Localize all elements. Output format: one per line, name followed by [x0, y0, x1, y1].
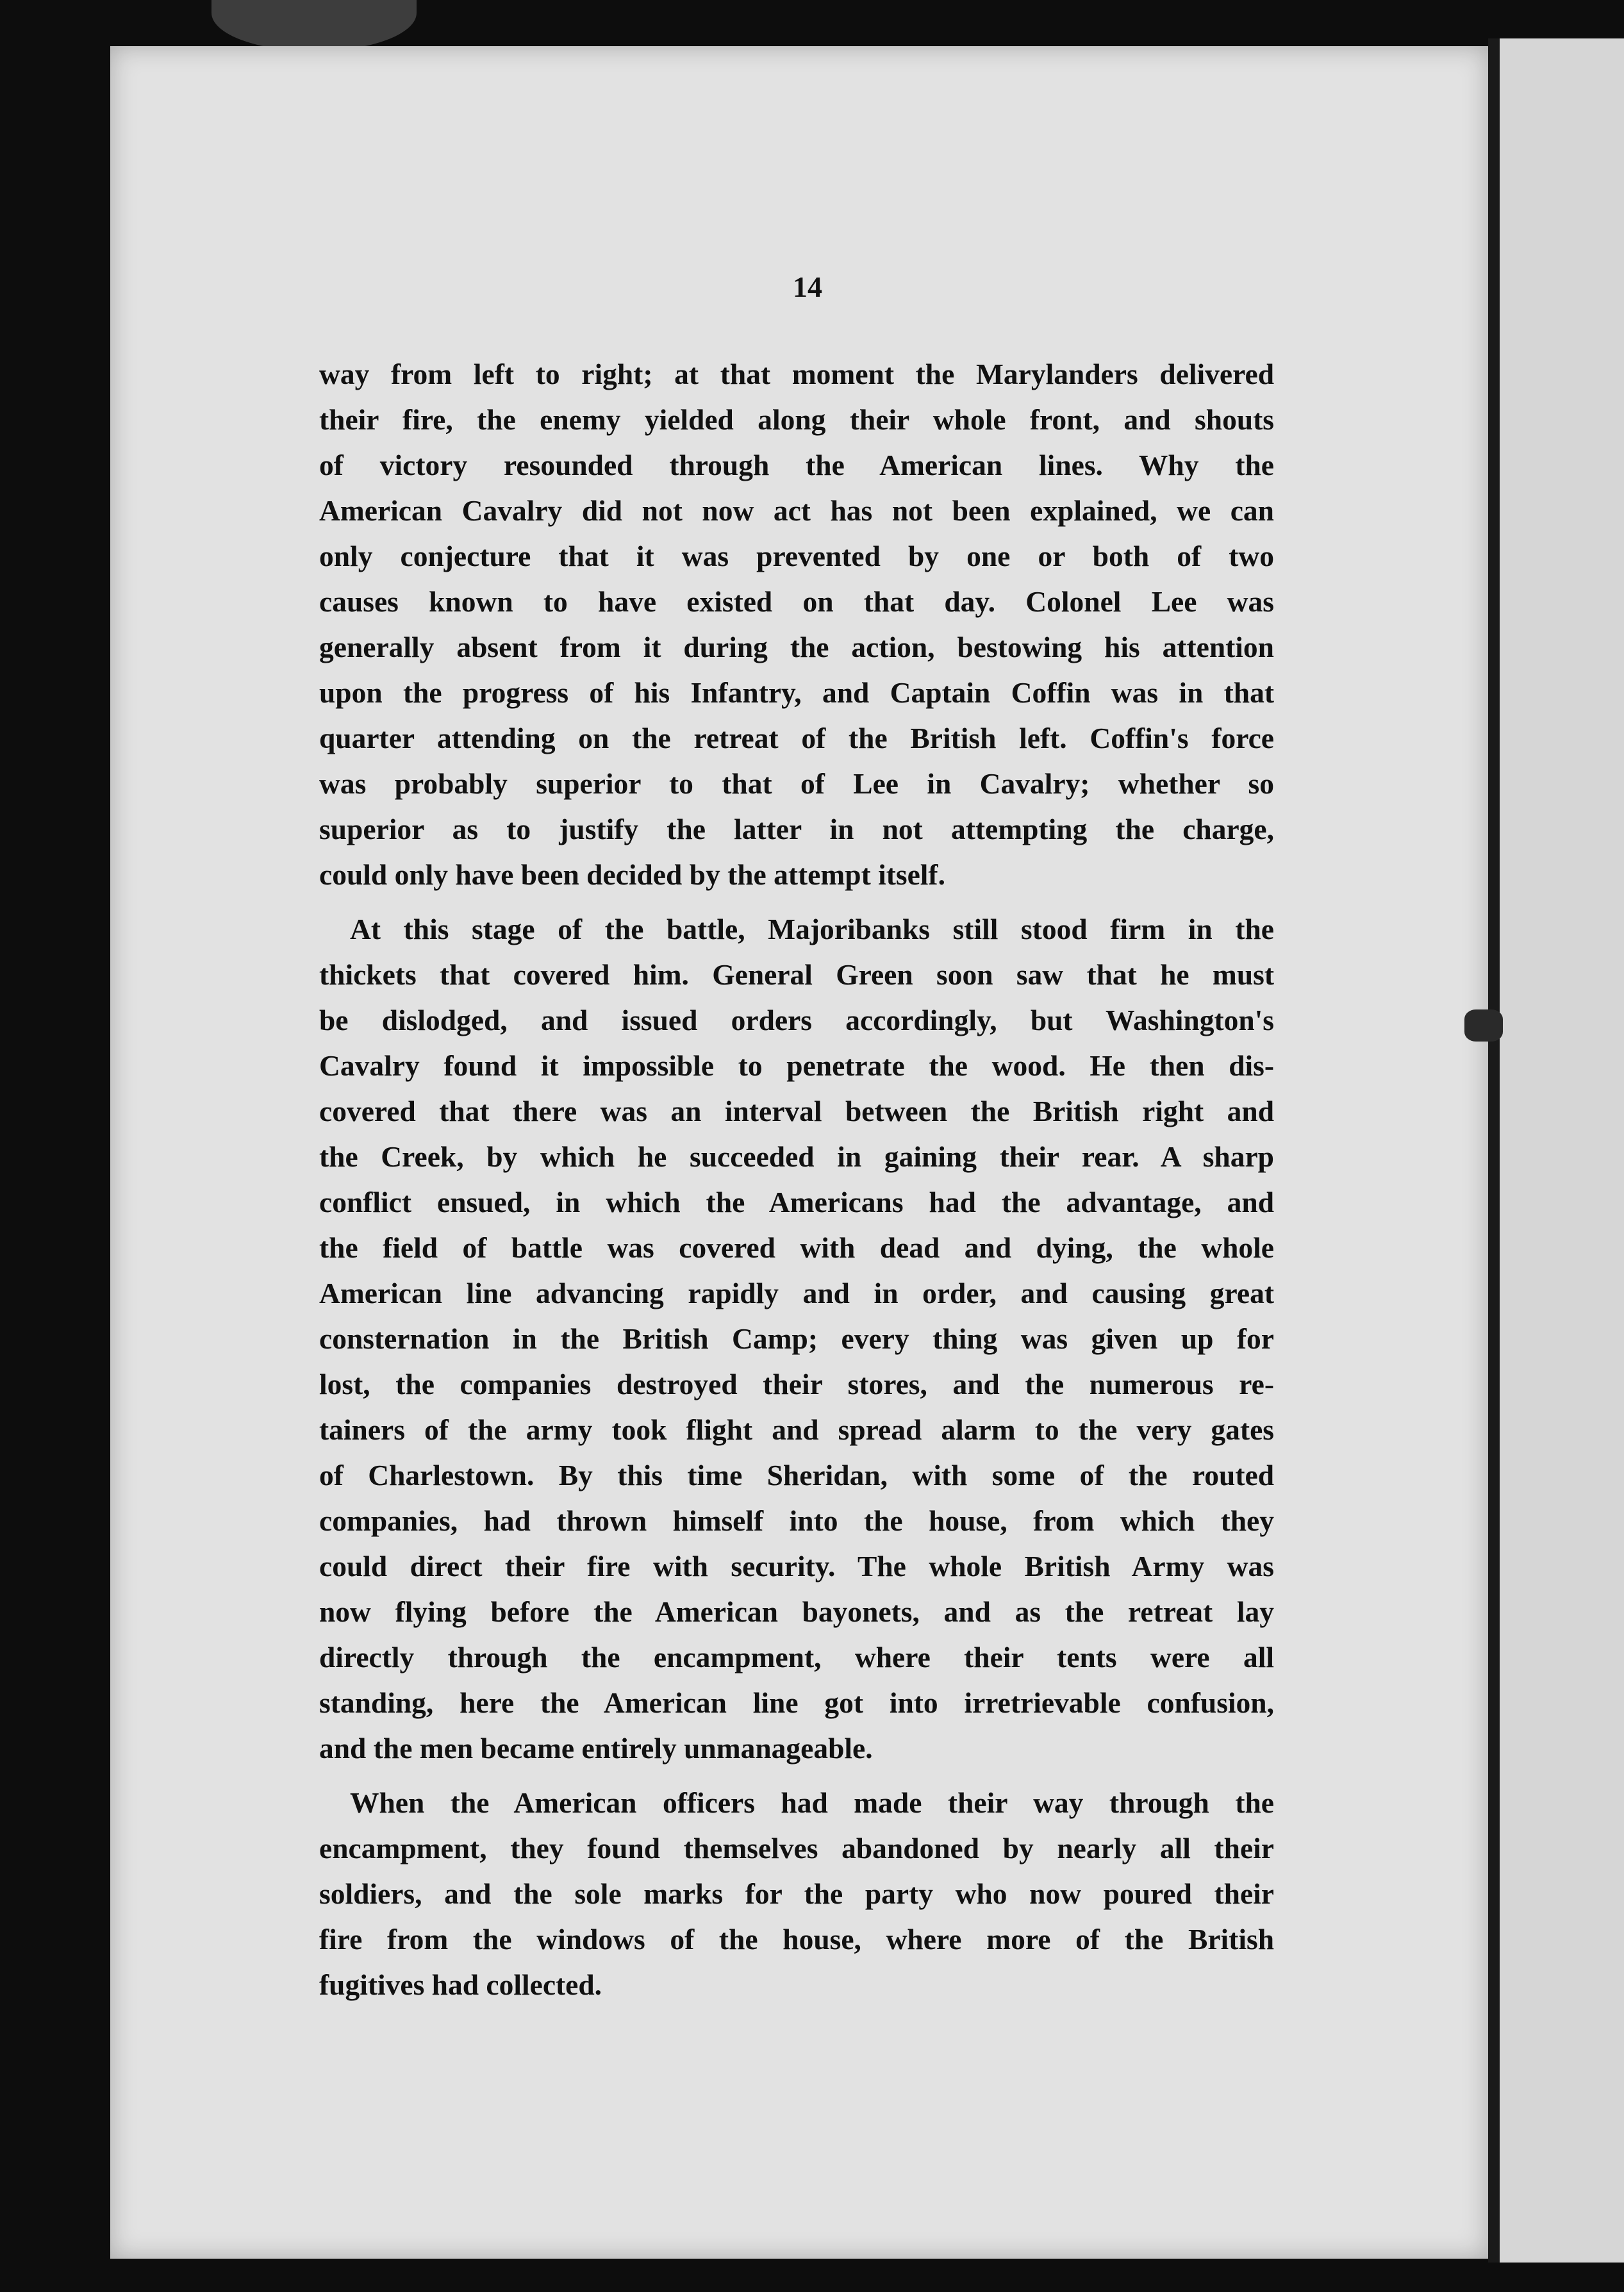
paragraph — [319, 906, 1274, 1771]
text-line: was probably superior to that of Lee in Cavalry; whether so — [319, 767, 1274, 800]
text-line: way from left to right; at that moment the Marylanders delivered — [319, 358, 1274, 390]
text-line: be dislodged, and issued orders accordingly, but Washington's — [319, 1004, 1274, 1036]
text-line: their fire, the enemy yielded along their whole front, and shouts — [319, 403, 1274, 436]
text-line: the field of battle was covered with dead and dying, the whole — [319, 1231, 1274, 1264]
text-line: covered that there was an interval between the British right and — [319, 1095, 1274, 1127]
paragraph-gap — [319, 1771, 1274, 1780]
text-line: American Cavalry did not now act has not been explained, we can — [319, 494, 1274, 527]
paragraph-gap — [319, 897, 1274, 906]
text-line: tainers of the army took flight and spread alarm to the very gates — [319, 1413, 1274, 1446]
text-line: conflict ensued, in which the Americans had the advantage, and — [319, 1186, 1274, 1218]
text-line: upon the progress of his Infantry, and Captain Coffin was in that — [319, 676, 1274, 709]
text-line: generally absent from it during the action, bestowing his attention — [319, 631, 1274, 663]
text-line: consternation in the British Camp; every thing was given up for — [319, 1322, 1274, 1355]
binding-clip-mark — [1464, 1009, 1503, 1042]
text-line: American line advancing rapidly and in order, and causing great — [319, 1277, 1274, 1309]
text-line: thickets that covered him. General Green soon saw that he must — [319, 958, 1274, 991]
text-line: quarter attending on the retreat of the British left. Coffin's force — [319, 722, 1274, 754]
text-line: only conjecture that it was prevented by one or both of two — [319, 540, 1274, 572]
text-line: standing, here the American line got into irretrievable confusion, — [319, 1686, 1274, 1719]
paragraph — [319, 1780, 1274, 2007]
text-line: and the men became entirely unmanageable. — [319, 1732, 873, 1765]
text-line: the Creek, by which he succeeded in gaining their rear. A sharp — [319, 1140, 1274, 1173]
text-line: of Charlestown. By this time Sheridan, with some of the routed — [319, 1459, 1274, 1491]
text-line: could direct their fire with security. The whole British Army was — [319, 1550, 1274, 1582]
text-line: soldiers, and the sole marks for the party who now poured their — [319, 1877, 1274, 1910]
text-line: causes known to have existed on that day. Colonel Lee was — [319, 585, 1274, 618]
text-line: lost, the companies destroyed their stores, and the numerous re- — [319, 1368, 1274, 1400]
text-line: fire from the windows of the house, where more of the British — [319, 1923, 1274, 1956]
text-line: of victory resounded through the American lines. Why the — [319, 449, 1274, 481]
text-line: could only have been decided by the attempt itself. — [319, 858, 945, 891]
page-gutter — [1488, 38, 1500, 2263]
facing-page-edge — [1500, 38, 1624, 2263]
text-line: directly through the encampment, where their tents were all — [319, 1641, 1274, 1673]
paragraph — [319, 351, 1274, 897]
body-text — [319, 351, 1274, 2007]
text-line: Cavalry found it impossible to penetrate the wood. He then dis- — [319, 1049, 1274, 1082]
text-line: When the American officers had made their way through the — [350, 1786, 1274, 1819]
page-number: 14 — [793, 270, 822, 303]
text-line: encampment, they found themselves abandoned by nearly all their — [319, 1832, 1274, 1864]
text-line: fugitives had collected. — [319, 1968, 602, 2001]
text-line: At this stage of the battle, Majoribanks still stood firm in the — [350, 913, 1274, 945]
text-line: now flying before the American bayonets, and as the retreat lay — [319, 1595, 1274, 1628]
text-line: companies, had thrown himself into the house, from which they — [319, 1504, 1274, 1537]
text-line: superior as to justify the latter in not attempting the charge, — [319, 813, 1274, 845]
